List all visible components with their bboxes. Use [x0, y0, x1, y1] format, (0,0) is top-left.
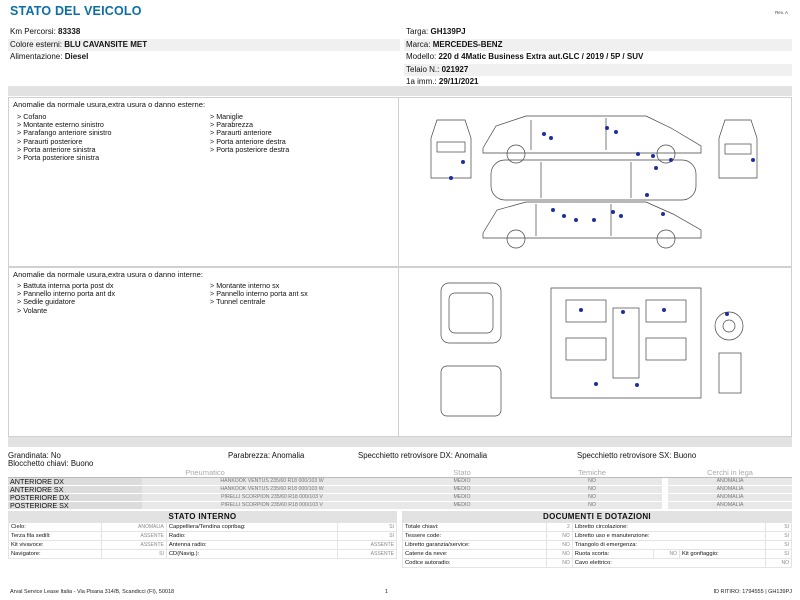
damage-marker [751, 158, 755, 162]
model-row [404, 51, 792, 64]
field-value: SI [337, 532, 396, 541]
field-value: NO [766, 559, 792, 568]
list-item: > Porta anteriore destra [210, 136, 286, 146]
field-label: Ruota scorta: [572, 550, 653, 559]
table-row [403, 532, 792, 541]
footer-id: ID RITIRO: 1794555 | GH139PJ [713, 589, 792, 595]
field-value: SI [766, 532, 792, 541]
external-damage-text [9, 98, 399, 266]
damage-marker [611, 210, 615, 214]
tyre-state: MEDIO [402, 486, 522, 494]
list-item: > Sedile guidatore [17, 297, 76, 307]
documents-table [402, 522, 792, 568]
damage-marker [645, 193, 649, 197]
table-header-row [8, 468, 792, 478]
tyres-table [8, 468, 792, 510]
field-label: Cappelliera/Tendina copribag: [166, 523, 337, 532]
field-value: NO [546, 559, 572, 568]
field-label: Catene da neve: [403, 550, 547, 559]
vehicle-info-left [8, 26, 400, 64]
damage-marker [621, 310, 625, 314]
field-label: Cavo elettrico: [572, 559, 765, 568]
km-label: Km Percorsi: [10, 27, 56, 36]
list-item: > Volante [17, 305, 48, 315]
list-item: > Pannello interno porta ant dx [17, 289, 116, 299]
fuel-label: Alimentazione: [10, 52, 63, 61]
field-label: Tessere code: [403, 532, 547, 541]
list-item: > Maniglie [210, 112, 243, 121]
plate-value: GH139PJ [430, 27, 466, 36]
list-item: > Porta posteriore destra [210, 144, 290, 154]
list-item: > Battuta interna porta post dx [17, 281, 114, 290]
documents-title: DOCUMENTI E DOTAZIONI [402, 511, 792, 522]
damage-marker [449, 176, 453, 180]
model-value: 220 d 4Matic Business Extra aut.GLC / 2019 / 5P / SUV [438, 52, 644, 61]
field-value: 2 [546, 523, 572, 532]
fuel-row [8, 51, 400, 64]
footer-page-number: 1 [385, 589, 389, 595]
col-temiche: Temiche [522, 468, 662, 478]
damage-marker [592, 218, 596, 222]
color-label: Colore esterni: [10, 39, 63, 49]
field-value: SI [337, 523, 396, 532]
col-tyre: Pneumatico [8, 468, 402, 478]
chassis-label: Telaio N.: [406, 64, 440, 74]
internal-state-table [8, 522, 397, 559]
field-value: ASSENTE [102, 532, 167, 541]
internal-damage-list-1 [17, 282, 115, 315]
rim-state: ANOMALIA [668, 478, 792, 486]
field-value: ASSENTE [102, 541, 167, 550]
damage-marker [574, 218, 578, 222]
table-row [8, 478, 792, 486]
section-divider [8, 437, 792, 447]
page-title: STATO DEL VEICOLO [10, 4, 142, 18]
km-value: 83338 [58, 27, 81, 36]
car-side-top-outline [483, 116, 701, 153]
table-row [403, 550, 792, 559]
internal-car-diagram [401, 268, 791, 436]
table-row [9, 532, 397, 541]
tyre-model: HANKOOK VENTUS 235/60 R18 000/103 W [142, 486, 402, 494]
field-value: NO [546, 550, 572, 559]
hail-status: Grandinata: No [8, 451, 61, 460]
plate-row [404, 26, 792, 39]
damage-marker [636, 152, 640, 156]
field-label: Libretto garanzia/service: [403, 541, 547, 550]
damage-marker [619, 214, 623, 218]
internal-damage-list-2 [210, 282, 308, 307]
col-state: Stato [402, 468, 522, 478]
field-label: Antenna radio: [166, 541, 337, 550]
field-value: NO [654, 550, 680, 559]
vehicle-info-right [404, 26, 792, 89]
chassis-row [404, 64, 792, 77]
damage-marker [651, 154, 655, 158]
damage-marker [594, 382, 598, 386]
damage-marker [669, 158, 673, 162]
table-row [9, 550, 397, 559]
tyre-position: ANTERIORE SX [8, 486, 142, 494]
field-value: SI [766, 541, 792, 550]
field-value: ANOMALIA [102, 523, 167, 532]
tyre-temiche: NO [522, 494, 662, 502]
damage-marker [654, 166, 658, 170]
color-value: BLU CAVANSITE MET [64, 39, 148, 49]
field-label: Totale chiavi: [403, 523, 547, 532]
damage-marker [579, 308, 583, 312]
external-damage-list-1 [17, 113, 112, 162]
damage-marker [662, 308, 666, 312]
internal-state-section [8, 511, 397, 559]
damage-marker [562, 214, 566, 218]
table-row [403, 541, 792, 550]
car-exterior-diagram [401, 98, 791, 266]
damage-marker [551, 208, 555, 212]
tyre-state: MEDIO [402, 502, 522, 510]
damage-marker [614, 130, 618, 134]
list-item: > Porta anteriore sinistra [17, 144, 96, 154]
internal-damage-panel [8, 267, 792, 437]
table-row [9, 523, 397, 532]
tyre-temiche: NO [522, 502, 662, 510]
mirror-dx-status: Specchietto retrovisore DX: Anomalia [358, 451, 488, 460]
table-row [8, 486, 792, 494]
damage-marker [542, 132, 546, 136]
list-item: > Tunnel centrale [210, 297, 266, 307]
car-interior-diagram [401, 268, 791, 436]
field-label: Kit vivavoce: [9, 541, 102, 550]
list-item: > Paraurti posteriore [17, 136, 83, 146]
list-item: > Montante interno sx [210, 281, 280, 290]
mirror-sx-status: Specchietto retrovisore SX: Buono [577, 451, 697, 460]
registration-label: 1a imm.: [406, 77, 437, 86]
windshield-status: Parabrezza: Anomalia [228, 451, 305, 460]
tyre-state: MEDIO [402, 494, 522, 502]
internal-damage-heading: Anomalie da normale usura,extra usura o danno interne: [13, 270, 203, 279]
col-rims: Cerchi in lega [668, 468, 792, 478]
tyre-temiche: NO [522, 478, 662, 486]
tyre-position: POSTERIORE SX [8, 502, 142, 510]
tyre-model: PIRELLI SCORPION 235/60 R18 000/103 V [142, 494, 402, 502]
external-damage-heading: Anomalie da normale usura,extra usura o danno esterne: [13, 100, 206, 109]
list-item: > Montante esterno sinistro [17, 120, 104, 130]
field-label: Triangolo di emergenza: [572, 541, 765, 550]
field-label: Navigatore: [9, 550, 102, 559]
external-car-diagram [401, 98, 791, 266]
list-item: > Porta posteriore sinistra [17, 153, 100, 163]
field-label: Terza fila sedili: [9, 532, 102, 541]
list-item: > Paraurti anteriore [210, 128, 272, 138]
tyre-position: ANTERIORE DX [8, 478, 142, 486]
brand-value: MERCEDES-BENZ [432, 39, 503, 49]
field-value: NO [546, 532, 572, 541]
table-row [8, 494, 792, 502]
brand-label: Marca: [406, 39, 431, 49]
field-label: CD(Navig.): [166, 550, 337, 559]
table-row [8, 502, 792, 510]
tyre-state: MEDIO [402, 478, 522, 486]
chassis-value: 021927 [441, 64, 469, 74]
documents-section [402, 511, 792, 568]
tyre-position: POSTERIORE DX [8, 494, 142, 502]
internal-damage-text [9, 268, 399, 436]
rim-state: ANOMALIA [668, 502, 792, 510]
table-row [9, 541, 397, 550]
field-label: Cielo: [9, 523, 102, 532]
field-value: ASSENTE [337, 550, 396, 559]
tyre-model: PIRELLI SCORPION 235/60 R18 000/103 V [142, 502, 402, 510]
rim-state: ANOMALIA [668, 494, 792, 502]
external-damage-list-2 [210, 113, 289, 154]
damage-marker [461, 160, 465, 164]
damage-marker [549, 136, 553, 140]
brand-row [404, 39, 792, 52]
damage-marker [635, 383, 639, 387]
tyre-model: HANKOOK VENTUS 235/60 R18 000/103 W [142, 478, 402, 486]
external-damage-panel [8, 97, 792, 267]
ignition-status: Blocchetto chiavi: Buono [8, 459, 94, 468]
damage-marker [605, 126, 609, 130]
plate-label: Targa: [406, 27, 429, 36]
footer-address: Arval Service Lease Italia - Via Pisana 314/B, Scandicci (FI), 50018 [10, 589, 175, 595]
field-label: Kit gonfiaggio: [680, 550, 766, 559]
list-item: > Parafango anteriore sinistro [17, 128, 112, 138]
section-divider [8, 86, 792, 96]
tyre-temiche: NO [522, 486, 662, 494]
field-label: Radio: [166, 532, 337, 541]
internal-state-title: STATO INTERNO [8, 511, 397, 522]
revision-label: Rev. A [775, 10, 788, 15]
field-label: Libretto circolazione: [572, 523, 765, 532]
field-value: SI [766, 550, 792, 559]
field-label: Codice autoradio: [403, 559, 547, 568]
fuel-value: Diesel [64, 52, 89, 61]
registration-value: 29/11/2021 [438, 77, 479, 86]
damage-marker [725, 312, 729, 316]
table-row [403, 559, 792, 568]
damage-marker [661, 212, 665, 216]
list-item: > Pannello interno porta ant sx [210, 289, 308, 299]
model-label: Modello: [406, 52, 437, 61]
table-row [403, 523, 792, 532]
rim-state: ANOMALIA [668, 486, 792, 494]
field-value: ASSENTE [337, 541, 396, 550]
field-label: Libretto uso e manutenzione: [572, 532, 765, 541]
field-value: SI [102, 550, 167, 559]
list-item: > Cofano [17, 112, 47, 121]
field-value: SI [766, 523, 792, 532]
list-item: > Parabrezza [210, 120, 253, 130]
field-value: NO [546, 541, 572, 550]
km-row [8, 26, 400, 39]
color-row [8, 39, 400, 52]
